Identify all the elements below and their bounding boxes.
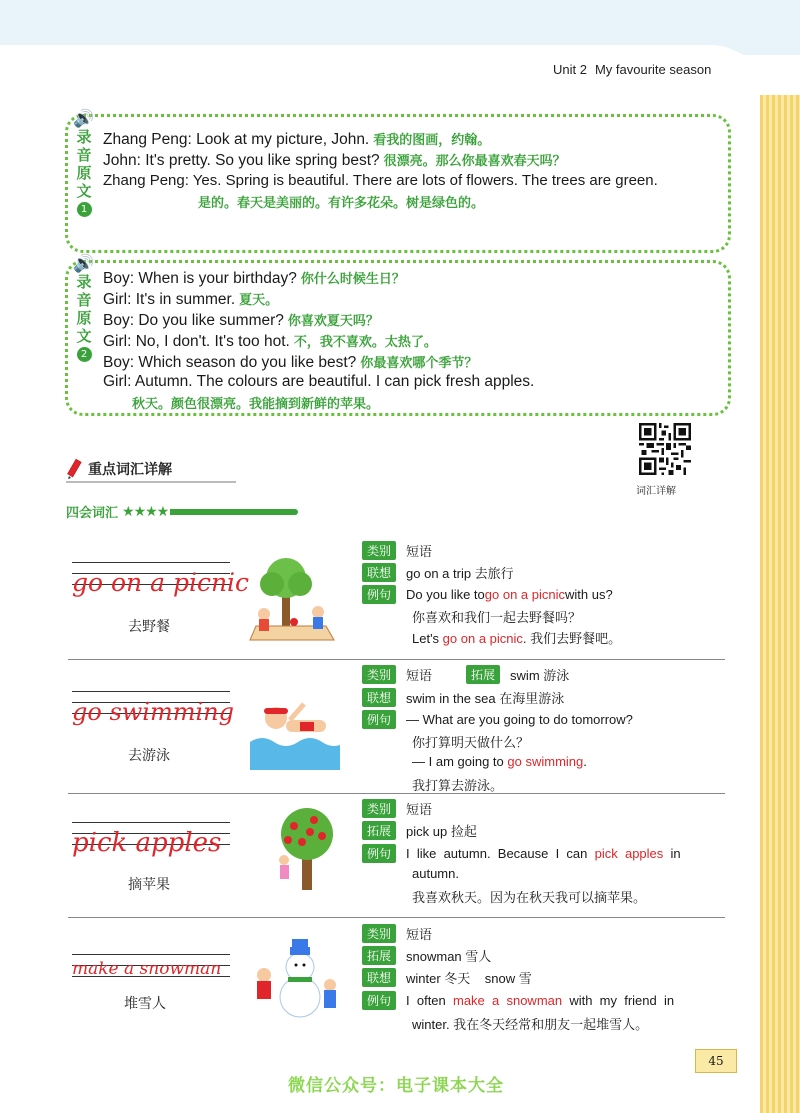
speaker-icon[interactable]: 🔊 (73, 254, 95, 274)
phrase-meaning: 去游泳 (128, 748, 170, 764)
row-text: in (663, 846, 681, 861)
row-text: — What are you going to do tomorrow? (406, 712, 633, 727)
example-line (412, 754, 587, 769)
category-tag: 类别 (362, 799, 396, 818)
row-text: Do you like to (406, 587, 485, 602)
example-translation: 我打算去游泳。 (412, 778, 504, 793)
row-text: 短语 (406, 927, 433, 942)
line-zh: 看我的图画，约翰。 (373, 133, 491, 148)
highlight-text: pick apples (594, 846, 664, 861)
picnic-illustration (246, 556, 336, 646)
extension-tag: 拓展 (362, 946, 396, 965)
row-text: . 我们去野餐吧。 (522, 631, 622, 646)
row-text: winter 冬天 snow 雪 (406, 971, 532, 986)
line-en: Zhang Peng: Yes. Spring is beautiful. There are lots of flowers. The trees are green. (103, 172, 658, 189)
line-zh: 很漂亮。那么你最喜欢春天吗？ (383, 154, 566, 169)
line-zh: 夏天。 (239, 293, 279, 308)
association-tag: 联想 (362, 563, 396, 582)
label-char: 文 (76, 327, 92, 345)
dialogue-line (103, 373, 534, 391)
label-char: 录 (76, 128, 92, 146)
line-en: Boy: When is your birthday? (103, 270, 297, 287)
dialogue-line (103, 150, 566, 170)
entry-divider (68, 917, 725, 918)
watermark-text: 微信公众号：电子课本大全 (288, 1076, 504, 1096)
example-tag: 例句 (362, 991, 396, 1010)
entry-row (362, 710, 633, 729)
example-line: autumn. (412, 866, 459, 881)
association-tag: 联想 (362, 688, 396, 707)
entry-divider (68, 793, 725, 794)
highlight-text: make a snowman (453, 993, 563, 1008)
line-en: John: It's pretty. So you like spring best? (103, 152, 380, 169)
row-text: go on a trip 去旅行 (406, 566, 514, 581)
example-tag: 例句 (362, 585, 396, 604)
highlight-text: go swimming (507, 754, 584, 769)
star-rating-icon: ★★★★ (122, 503, 169, 520)
row-text: 短语 (406, 802, 433, 817)
entry-row (362, 946, 491, 965)
dialogue-line (103, 268, 405, 288)
line-zh: 你最喜欢哪个季节？ (360, 356, 478, 371)
entry-row (362, 821, 477, 840)
example-translation: 我喜欢秋天。因为在秋天我可以摘苹果。 (412, 890, 647, 905)
qr-code-icon[interactable] (639, 423, 691, 475)
level-label-text: 四会词汇 (66, 506, 119, 521)
section-title (66, 458, 172, 480)
section-underline (66, 481, 236, 483)
line-en: Girl: Autumn. The colours are beautiful. I can pick fresh apples. (103, 373, 535, 390)
handwritten-phrase: go on a picnic (72, 568, 250, 597)
handwritten-phrase: make a snowman (72, 959, 222, 979)
line-zh: 是的。春天是美丽的。有许多花朵。树是绿色的。 (198, 196, 485, 211)
label-char: 音 (76, 291, 92, 309)
recording-number: 2 (77, 347, 92, 362)
unit-label: Unit 2 (553, 62, 587, 77)
handwritten-phrase: pick apples (72, 828, 222, 858)
line-en: Boy: Which season do you like best? (103, 354, 357, 371)
highlight-text: go on a picnic (442, 631, 523, 646)
recording-label-2 (72, 255, 96, 362)
row-text: 短语 (406, 544, 433, 559)
label-char: 文 (76, 182, 92, 200)
entry-row (362, 799, 432, 818)
entry-row (362, 844, 681, 863)
dialogue-line (103, 172, 658, 189)
snowman-illustration (252, 935, 342, 1025)
line-en: Boy: Do you like summer? (103, 312, 284, 329)
recording-label-1 (72, 110, 96, 217)
entry-row (362, 924, 432, 943)
entry-row (362, 541, 432, 560)
line-en: Zhang Peng: Look at my picture, John. (103, 131, 370, 148)
highlight-text: go on a picnic (484, 587, 566, 602)
entry-row (362, 563, 514, 582)
dialogue-line (103, 310, 379, 330)
row-text: . (583, 754, 587, 769)
pencil-icon (66, 458, 84, 480)
line-en: Girl: It's in summer. (103, 291, 236, 308)
label-char: 音 (76, 146, 92, 164)
line-en: Girl: No, I don't. It's too hot. (103, 333, 290, 350)
section-title-text: 重点词汇详解 (88, 462, 172, 478)
level-bar (170, 509, 298, 515)
row-text: swim 游泳 (510, 668, 570, 683)
extension-tag: 拓展 (362, 821, 396, 840)
dialogue-line (103, 352, 477, 372)
dialogue-line (103, 129, 490, 149)
row-text: I often (406, 993, 453, 1008)
page-header (553, 62, 719, 77)
entry-row (362, 991, 674, 1010)
line-zh: 你什么时候生日？ (300, 272, 405, 287)
label-char: 原 (76, 309, 92, 327)
example-line (412, 628, 621, 647)
entry-row (362, 688, 564, 707)
row-text: with my friend in (562, 993, 675, 1008)
line-zh: 秋天。颜色很漂亮。我能摘到新鲜的苹果。 (132, 397, 380, 412)
row-text: pick up 捡起 (406, 824, 477, 839)
label-char: 录 (76, 273, 92, 291)
speaker-icon[interactable]: 🔊 (73, 109, 95, 129)
apple-tree-illustration (262, 804, 352, 894)
row-text: swim in the sea 在海里游泳 (406, 691, 565, 706)
example-tag: 例句 (362, 710, 396, 729)
extension-tag: 拓展 (466, 665, 500, 684)
example-translation: 你喜欢和我们一起去野餐吗？ (412, 610, 582, 625)
recording-number: 1 (77, 202, 92, 217)
entry-divider (68, 659, 725, 660)
example-line: winter. 我在冬天经常和朋友一起堆雪人。 (412, 1017, 649, 1032)
row-text: 短语 (406, 668, 433, 683)
association-tag: 联想 (362, 968, 396, 987)
category-tag: 类别 (362, 924, 396, 943)
row-text: — I am going to (412, 754, 508, 769)
level-label (66, 502, 298, 521)
entry-row (362, 968, 532, 987)
line-zh: 你喜欢夏天吗？ (287, 314, 379, 329)
unit-title: My favourite season (594, 62, 712, 77)
example-translation: 你打算明天做什么？ (412, 735, 530, 750)
example-tag: 例句 (362, 844, 396, 863)
entry-row (362, 665, 569, 684)
phrase-meaning: 去野餐 (128, 619, 170, 635)
handwritten-phrase: go swimming (72, 698, 234, 726)
row-text: I like autumn. Because I can (406, 846, 595, 861)
category-tag: 类别 (362, 541, 396, 560)
entry-row (362, 585, 613, 604)
row-text: snowman 雪人 (406, 949, 492, 964)
row-text: Let's (412, 631, 443, 646)
row-text: with us? (565, 587, 613, 602)
qr-caption: 词汇详解 (636, 486, 676, 497)
category-tag: 类别 (362, 665, 396, 684)
phrase-meaning: 摘苹果 (128, 877, 170, 893)
swimming-illustration (250, 680, 340, 770)
dialogue-line (103, 331, 437, 351)
line-zh: 不，我不喜欢。太热了。 (293, 335, 437, 350)
label-char: 原 (76, 164, 92, 182)
page-number: 45 (695, 1049, 737, 1073)
dialogue-line (103, 289, 278, 309)
phrase-meaning: 堆雪人 (124, 996, 166, 1012)
book-edge (760, 95, 800, 1113)
